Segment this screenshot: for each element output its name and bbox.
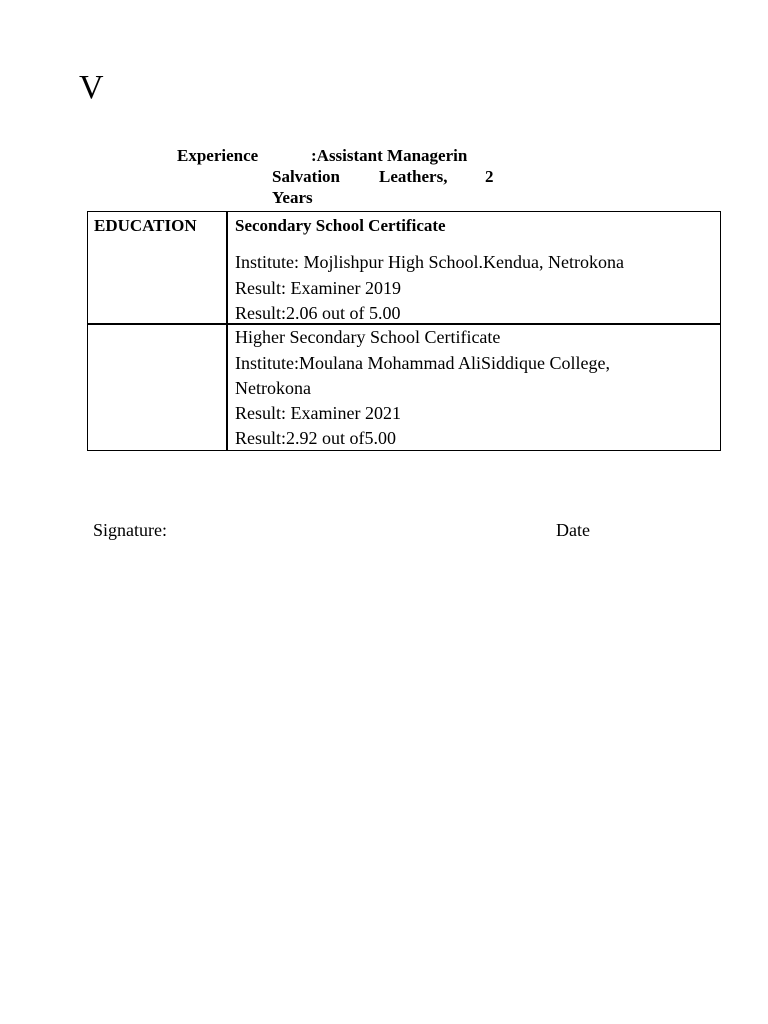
ssc-institute: Institute: Mojlishpur High School.Kendua, Netrokona <box>235 252 624 272</box>
ssc-exam: Result: Examiner 2019 <box>235 278 401 298</box>
hsc-exam: Result: Examiner 2021 <box>235 403 401 423</box>
experience-company-word1: Salvation <box>272 167 341 186</box>
hsc-institute-line1: Institute:Moulana Mohammad AliSiddique College, <box>235 353 610 373</box>
ssc-title: Secondary School Certificate <box>235 216 446 235</box>
date-label: Date <box>556 520 590 540</box>
table-column-divider <box>226 212 228 450</box>
hsc-title: Higher Secondary School Certificate <box>235 327 501 347</box>
education-heading: EDUCATION <box>94 216 197 235</box>
experience-duration-unit: Years <box>272 188 313 207</box>
education-table <box>87 211 721 451</box>
experience-position: :Assistant Managerin <box>311 146 468 165</box>
hsc-result: Result:2.92 out of5.00 <box>235 428 396 448</box>
page-letter: V <box>79 69 104 106</box>
ssc-result: Result:2.06 out of 5.00 <box>235 303 401 323</box>
experience-company-word2: Leathers, <box>379 167 448 186</box>
hsc-institute-line2: Netrokona <box>235 378 311 398</box>
signature-label: Signature: <box>93 520 167 540</box>
experience-label: Experience <box>177 146 259 165</box>
experience-duration-number: 2 <box>485 167 494 186</box>
